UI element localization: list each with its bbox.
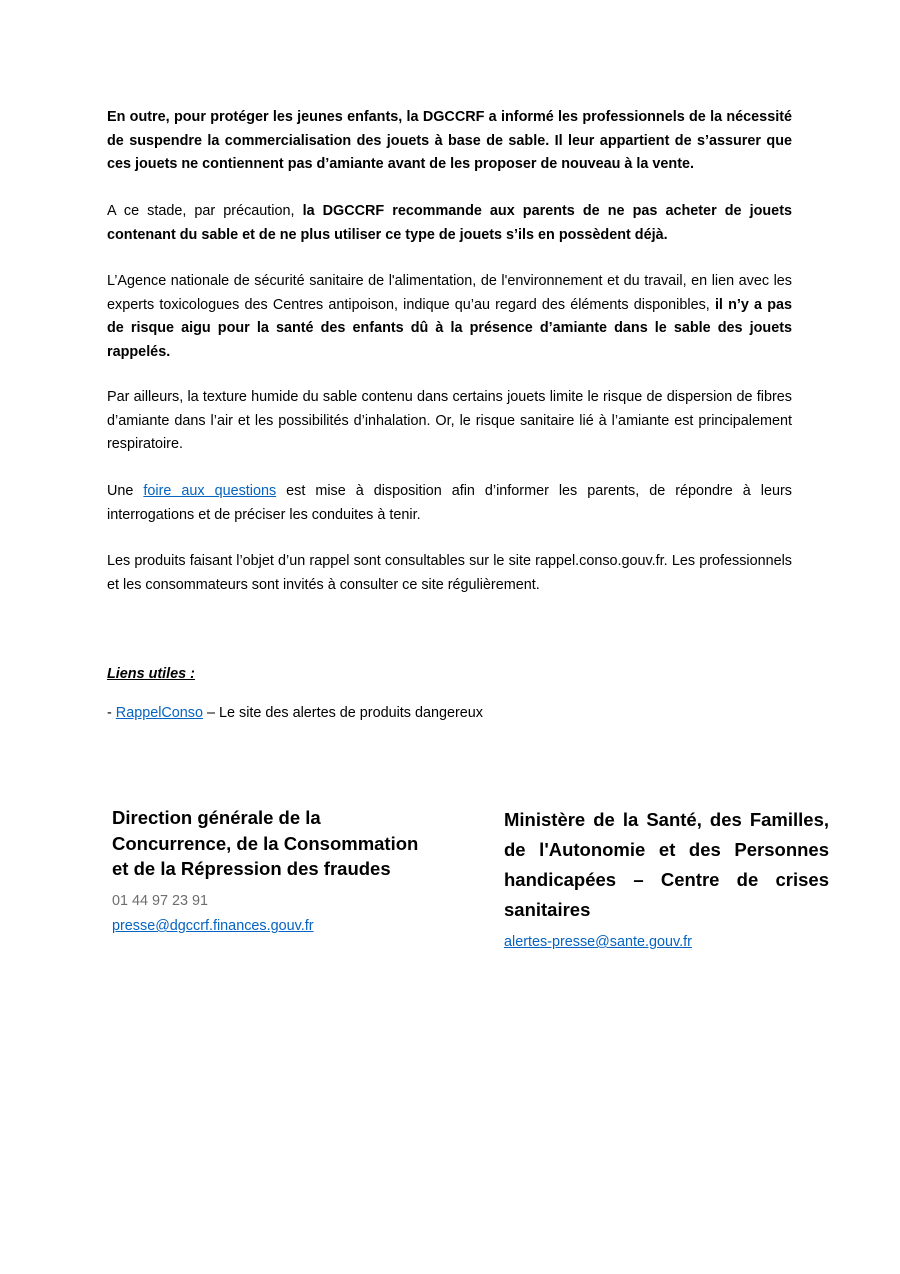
paragraph-anses: [107, 270, 792, 364]
contact-right-email[interactable]: alertes-presse@sante.gouv.fr: [504, 934, 692, 950]
contact-right-title: Ministère de la Santé, des Familles, de l'Autonomie et des Personnes handicapées – Centre de crises sanitaires: [504, 809, 829, 920]
contact-left-email[interactable]: presse@dgccrf.finances.gouv.fr: [112, 918, 314, 934]
faq-link[interactable]: foire aux questions: [143, 483, 277, 499]
useful-links-item: [107, 702, 483, 724]
paragraph-texture: Par ailleurs, la texture humide du sable contenu dans certains jouets limite le risque de dispersion de fibres d’amiante dans l’air et les possibilités d’inhalation. Or, le risque sanitaire lié à l’amiante est principalement respiratoire.: [107, 389, 792, 452]
contact-left-title: Direction générale de la Concurrence, de la Consommation et de la Répression des fraudes: [112, 807, 419, 879]
paragraph-faq-start: Une: [107, 483, 144, 499]
paragraph-recommendation-bold: la DGCCRF recommande aux parents de ne pas acheter de jouets contenant du sable et de ne plus utiliser ce type de jouets s’ils en possèdent déjà.: [107, 203, 792, 243]
paragraph-faq-end: est mise à disposition afin d’informer les parents, de répondre à leurs interrogations et de préciser les conduites à tenir.: [107, 483, 792, 523]
paragraph-recommendation-intro: A ce stade, par précaution,: [107, 203, 303, 219]
contact-left-phone: 01 44 97 23 91: [112, 893, 209, 909]
paragraph-anses-bold: il n’y a pas de risque aigu pour la santé des enfants dû à la présence d’amiante dans le sable des jouets rappelés.: [107, 296, 792, 360]
paragraph-suspension: En outre, pour protéger les jeunes enfants, la DGCCRF a informé les professionnels de la nécessité de suspendre la commercialisation des jouets à base de sable. Il leur appartient de s’assurer que ces jouets ne contiennent pas d’amiante avant de les proposer de nouveau à la vente.: [107, 109, 792, 172]
paragraph-anses-intro: L’Agence nationale de sécurité sanitaire de l'alimentation, de l'environnement et du travail, en lien avec les experts toxicologues des Centres antipoison, indique qu’au regard des éléments disponibles,: [107, 273, 792, 313]
rappelconso-link[interactable]: RappelConso: [115, 705, 203, 721]
paragraph-faq: [107, 480, 792, 527]
useful-links-title: Liens utiles :: [107, 666, 195, 682]
useful-links-suffix: – Le site des alertes de produits dangereux: [203, 705, 483, 721]
useful-links-prefix: -: [107, 705, 116, 721]
paragraph-rappel-conso: Les produits faisant l’objet d’un rappel sont consultables sur le site rappel.conso.gouv.fr. Les professionnels et les consommateurs sont invités à consulter ce site régulièrement.: [107, 553, 792, 593]
paragraph-recommendation: [107, 200, 792, 247]
